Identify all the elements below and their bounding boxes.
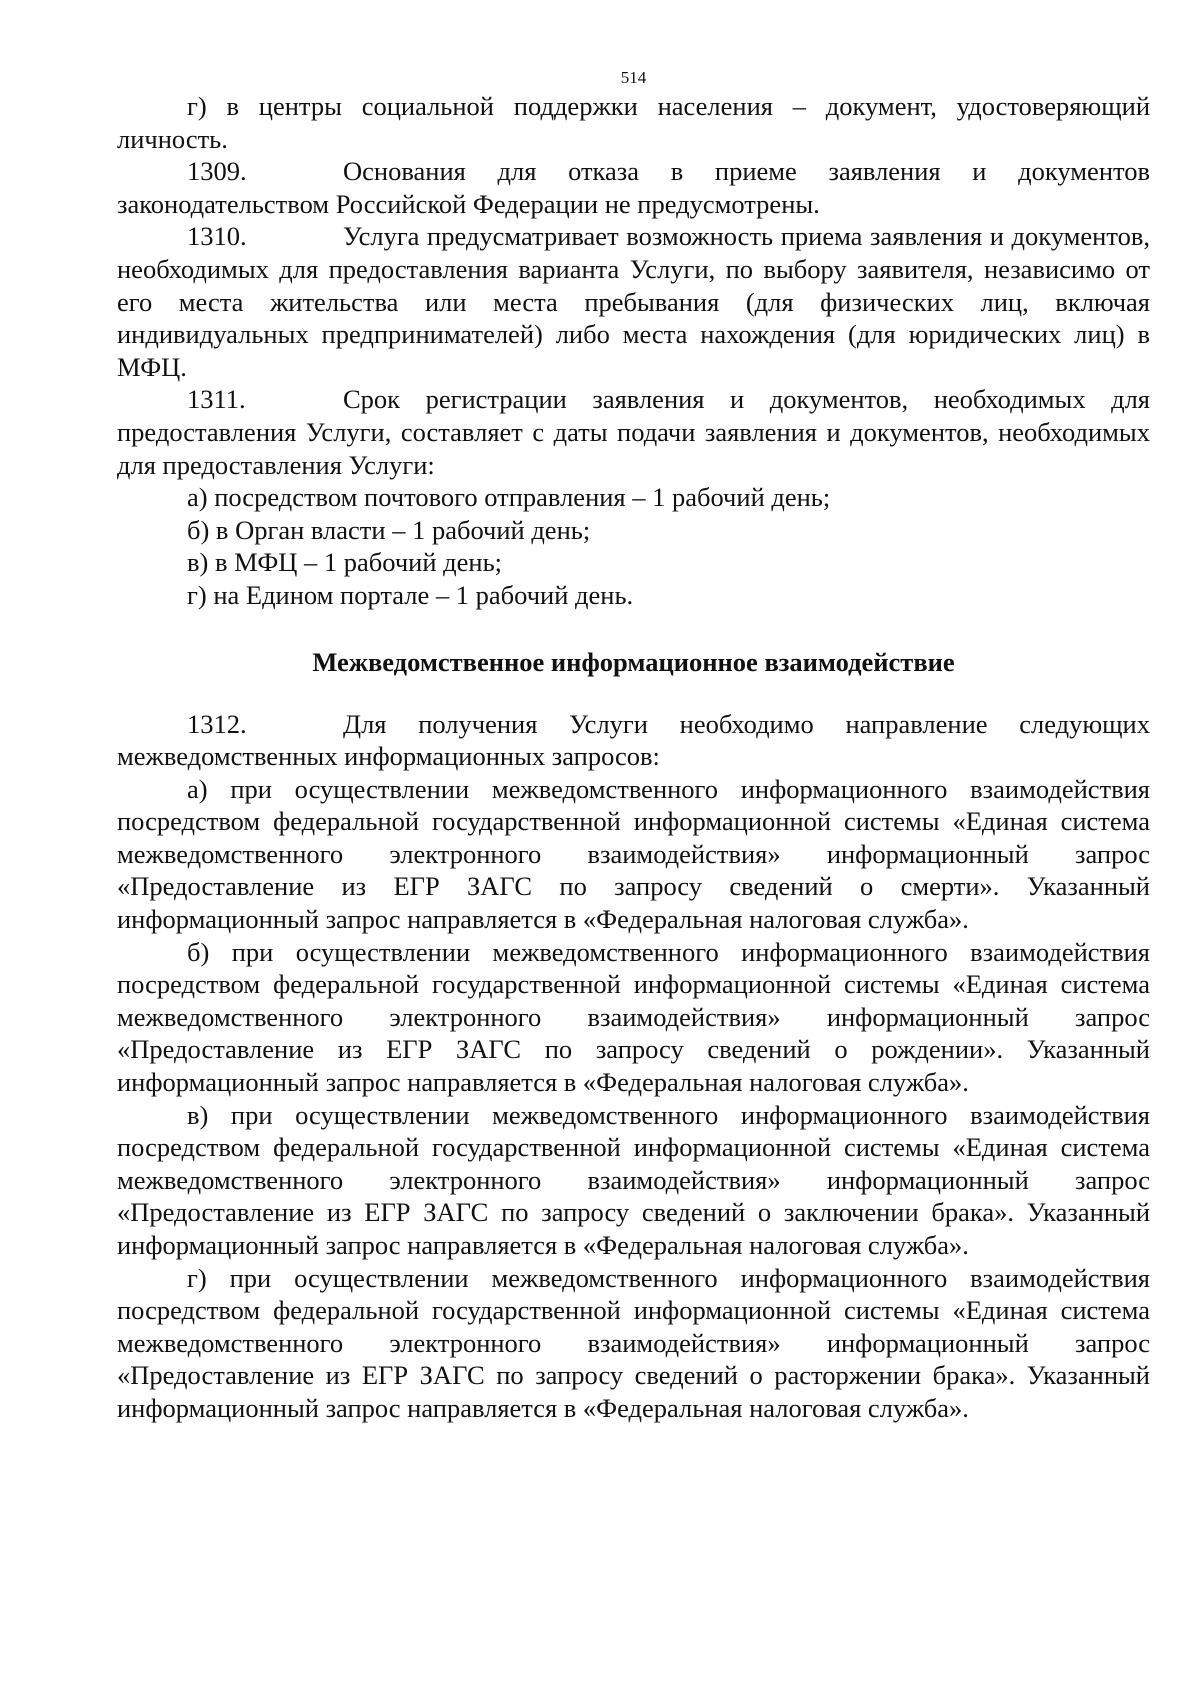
list-item: г) на Едином портале – 1 рабочий день. <box>187 579 634 610</box>
list-item: б) при осуществлении межведомственного информационного взаимодействия посредством федеральной государственной информационной системы «Единая система межведомственного электронного взаимодействия» информационный запрос «Предоставление из ЕГР ЗАГС по запросу сведений о рождении». Указанный информационный запрос направляется в «Федеральная налоговая служба». <box>117 936 1150 1098</box>
paragraph-number: 1312. <box>187 708 247 739</box>
document-page <box>117 66 1150 1425</box>
paragraph-1311 <box>117 383 1150 481</box>
section-heading: Межведомственное информационное взаимодействие <box>312 646 955 677</box>
paragraph-number: 1309. <box>187 156 247 187</box>
list-item: а) при осуществлении межведомственного информационного взаимодействия посредством федеральной государственной информационной системы «Единая система межведомственного электронного взаимодействия» информационный запрос «Предоставление из ЕГР ЗАГС по запросу сведений о смерти». Указанный информационный запрос направляется в «Федеральная налоговая служба». <box>117 773 1150 935</box>
paragraph-number: 1310. <box>187 221 247 252</box>
list-item: а) посредством почтового отправления – 1 рабочий день; <box>187 482 831 513</box>
paragraph-text: Для получения Услуги необходимо направление следующих межведомственных информационных запросов: <box>117 708 1150 772</box>
list-item: в) при осуществлении межведомственного информационного взаимодействия посредством федеральной государственной информационной системы «Единая система межведомственного электронного взаимодействия» информационный запрос «Предоставление из ЕГР ЗАГС по запросу сведений о заключении брака». Указанный информационный запрос направляется в «Федеральная налоговая служба». <box>117 1099 1150 1260</box>
list-item: в) в МФЦ – 1 рабочий день; <box>187 547 503 578</box>
list-item: б) в Орган власти – 1 рабочий день; <box>187 514 591 545</box>
paragraph-1310 <box>117 220 1150 383</box>
paragraph-1309 <box>117 155 1150 220</box>
paragraph-text: Срок регистрации заявления и документов, необходимых для предоставления Услуги, составляет с даты подачи заявления и документов, необходимых для предоставления Услуги: <box>117 384 1150 480</box>
paragraph-number: 1311. <box>187 384 246 415</box>
paragraph-1312 <box>117 708 1150 773</box>
paragraph-text: Услуга предусматривает возможность приема заявления и документов, необходимых для предоставления варианта Услуги, по выбору заявителя, независимо от его места жительства или места пребывания (для физических лиц, включая индивидуальных предпринимателей) либо места нахождения (для юридических лиц) в МФЦ. <box>117 221 1150 382</box>
page-number: 514 <box>620 68 647 87</box>
paragraph-text: Основания для отказа в приеме заявления и документов законодательством Российской Федерации не предусмотрены. <box>117 156 1150 219</box>
list-item: г) при осуществлении межведомственного информационного взаимодействия посредством федеральной государственной информационной системы «Единая система межведомственного электронного взаимодействия» информационный запрос «Предоставление из ЕГР ЗАГС по запросу сведений о расторжении брака». Указанный информационный запрос направляется в «Федеральная налоговая служба». <box>117 1262 1150 1423</box>
paragraph-g-social-centers: г) в центры социальной поддержки населения – документ, удостоверяющий личность. <box>117 91 1150 154</box>
